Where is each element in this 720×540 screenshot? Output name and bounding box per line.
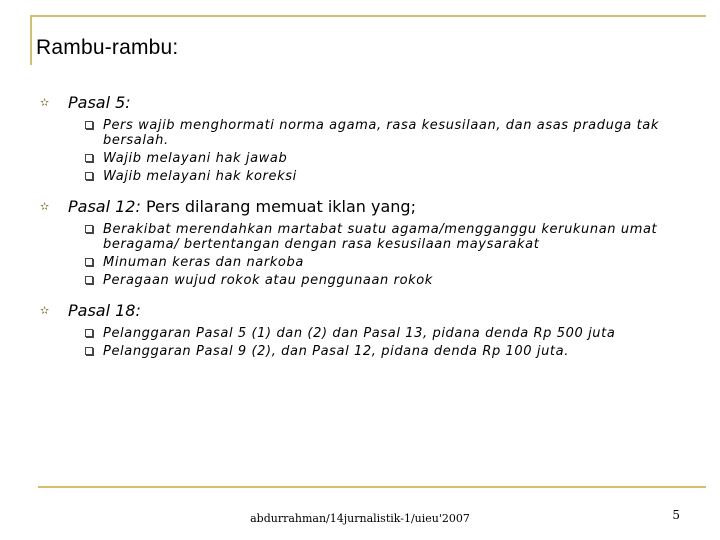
- list-item-text: Wajib melayani hak koreksi: [103, 169, 297, 184]
- list-item: [85, 344, 700, 359]
- checkbox-bullet-icon: [85, 347, 93, 355]
- section-heading: [40, 92, 700, 114]
- list-item: [85, 118, 700, 148]
- star-bullet-icon: ✫: [40, 304, 50, 317]
- list-item-text: Wajib melayani hak jawab: [103, 151, 288, 166]
- top-border-line: [30, 15, 706, 17]
- list-item: [85, 222, 700, 252]
- list-item-text: Minuman keras dan narkoba: [103, 255, 304, 270]
- list-item-text: Peragaan wujud rokok atau penggunaan rokok: [103, 273, 433, 288]
- footer-text: abdurrahman/14jurnalistik-1/uieu'2007: [250, 512, 470, 525]
- list-item: [85, 255, 700, 270]
- heading-text: Pers dilarang memuat iklan yang;: [140, 197, 416, 216]
- section-heading: [40, 300, 700, 322]
- list-item: [85, 169, 700, 184]
- list-item-text: Berakibat merendahkan martabat suatu agama/mengganggu kerukunan umat beragama/ bertentangan dengan rasa kesusilaan maysarakat: [103, 222, 658, 252]
- list-item-text: Pelanggaran Pasal 5 (1) dan (2) dan Pasal 13, pidana denda Rp 500 juta: [103, 326, 616, 341]
- checkbox-bullet-icon: [85, 276, 93, 284]
- section-pasal-18: [40, 300, 700, 359]
- section-pasal-12: [40, 196, 700, 288]
- checkbox-bullet-icon: [85, 258, 93, 266]
- list-item: [85, 273, 700, 288]
- slide-title: Rambu-rambu:: [36, 36, 179, 59]
- star-bullet-icon: ✫: [40, 96, 50, 109]
- section-pasal-5: [40, 92, 700, 184]
- section-heading: [40, 196, 700, 218]
- star-bullet-icon: ✫: [40, 200, 50, 213]
- checkbox-bullet-icon: [85, 225, 93, 233]
- slide-content: [40, 92, 700, 371]
- footer-divider: [38, 486, 706, 488]
- checkbox-bullet-icon: [85, 329, 93, 337]
- bullet-list: [40, 222, 700, 288]
- bullet-list: [40, 118, 700, 184]
- checkbox-bullet-icon: [85, 172, 93, 180]
- bullet-list: [40, 326, 700, 359]
- left-border-line: [30, 15, 32, 65]
- checkbox-bullet-icon: [85, 154, 93, 162]
- list-item-text: Pers wajib menghormati norma agama, rasa kesusilaan, dan asas praduga tak bersalah.: [103, 118, 659, 148]
- list-item: [85, 151, 700, 166]
- heading-label: Pasal 5:: [68, 93, 131, 112]
- page-number: 5: [672, 508, 680, 522]
- list-item: [85, 326, 700, 341]
- checkbox-bullet-icon: [85, 121, 93, 129]
- heading-label: Pasal 18:: [68, 301, 141, 320]
- heading-label: Pasal 12:: [68, 197, 141, 216]
- list-item-text: Pelanggaran Pasal 9 (2), dan Pasal 12, pidana denda Rp 100 juta.: [103, 344, 569, 359]
